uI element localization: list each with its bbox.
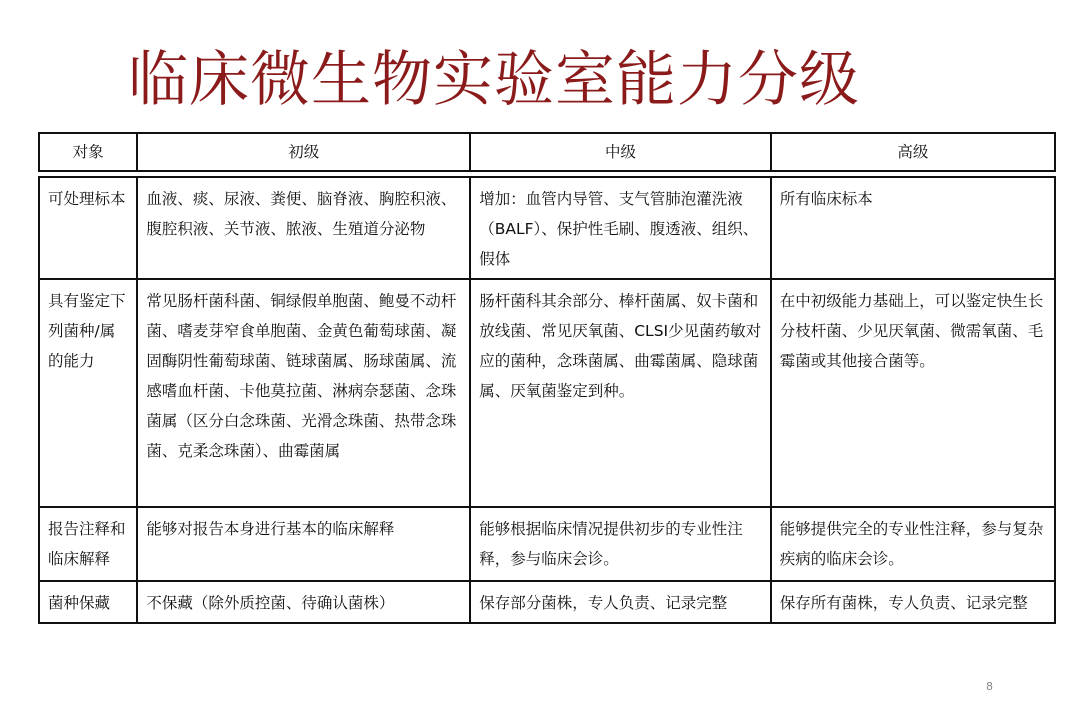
cell-intermediate: 肠杆菌科其余部分、棒杆菌属、奴卡菌和放线菌、常见厌氧菌、CLSI少见菌药敏对应的菌种，念珠菌属、曲霉菌属、隐球菌属、厌氧菌鉴定到种。 <box>470 279 770 507</box>
table-row <box>39 507 1055 581</box>
row-label: 菌种保藏 <box>39 581 137 623</box>
cell-advanced: 所有临床标本 <box>771 177 1055 279</box>
cell-advanced: 保存所有菌株，专人负责、记录完整 <box>771 581 1055 623</box>
cell-advanced: 能够提供完全的专业性注释，参与复杂疾病的临床会诊。 <box>771 507 1055 581</box>
header-basic: 初级 <box>137 133 470 171</box>
cell-intermediate: 能够根据临床情况提供初步的专业性注释，参与临床会诊。 <box>470 507 770 581</box>
row-label: 可处理标本 <box>39 177 137 279</box>
row-label: 具有鉴定下列菌种/属的能力 <box>39 279 137 507</box>
cell-basic: 血液、痰、尿液、粪便、脑脊液、胸腔积液、腹腔积液、关节液、脓液、生殖道分泌物 <box>137 177 470 279</box>
table-row <box>39 279 1055 507</box>
page-number: 8 <box>986 680 993 693</box>
slide-title: 临床微生物实验室能力分级 <box>128 45 860 115</box>
cell-basic: 能够对报告本身进行基本的临床解释 <box>137 507 470 581</box>
table-row <box>39 581 1055 623</box>
capability-table <box>38 132 1056 624</box>
cell-intermediate: 保存部分菌株，专人负责、记录完整 <box>470 581 770 623</box>
table-header-row <box>39 133 1055 171</box>
cell-advanced: 在中初级能力基础上，可以鉴定快生长分枝杆菌、少见厌氧菌、微需氧菌、毛霉菌或其他接合菌等。 <box>771 279 1055 507</box>
row-label: 报告注释和临床解释 <box>39 507 137 581</box>
cell-intermediate: 增加：血管内导管、支气管肺泡灌洗液（BALF）、保护性毛刷、腹透液、组织、假体 <box>470 177 770 279</box>
table-row <box>39 177 1055 279</box>
cell-basic: 常见肠杆菌科菌、铜绿假单胞菌、鲍曼不动杆菌、嗜麦芽窄食单胞菌、金黄色葡萄球菌、凝固酶阴性葡萄球菌、链球菌属、肠球菌属、流感嗜血杆菌、卡他莫拉菌、淋病奈瑟菌、念珠菌属（区分白念珠菌、光滑念珠菌、热带念珠菌、克柔念珠菌）、曲霉菌属 <box>137 279 470 507</box>
cell-basic: 不保藏（除外质控菌、待确认菌株） <box>137 581 470 623</box>
header-intermediate: 中级 <box>470 133 770 171</box>
header-advanced: 高级 <box>771 133 1055 171</box>
header-object: 对象 <box>39 133 137 171</box>
